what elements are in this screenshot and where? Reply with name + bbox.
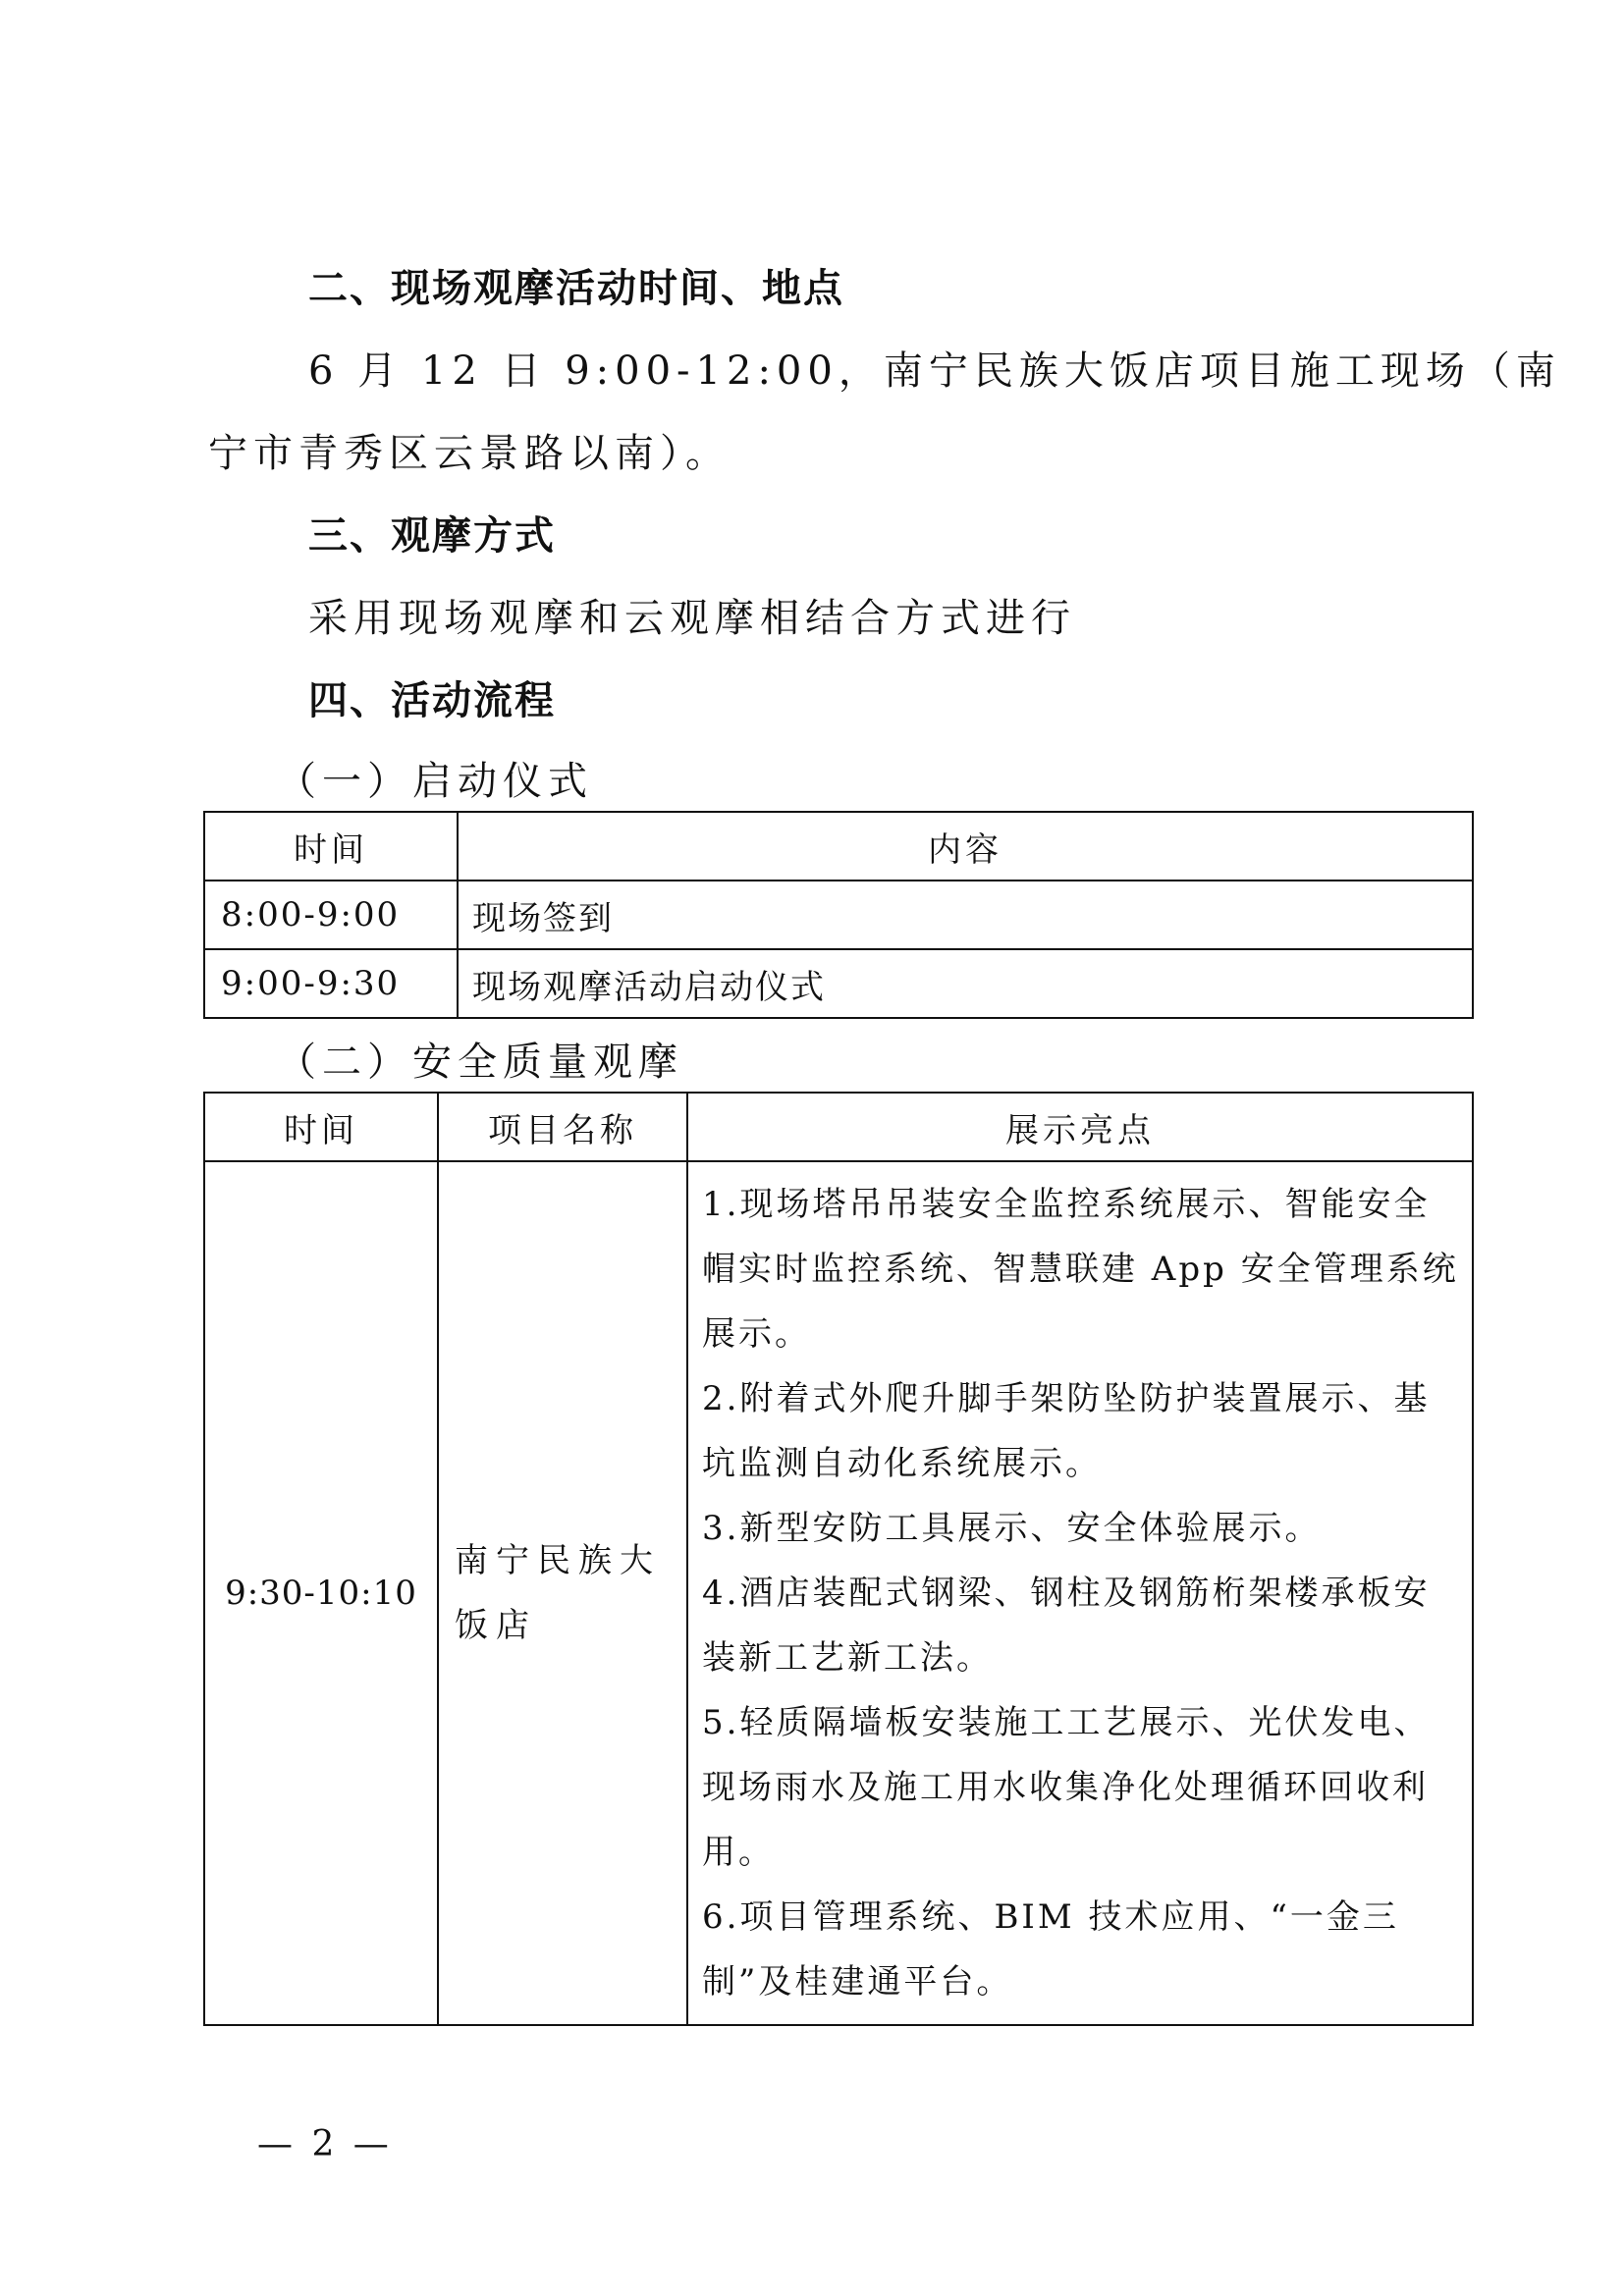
highlight-item: 3.新型安防工具展示、安全体验展示。 [702, 1509, 1322, 1548]
header-time: 时间 [204, 1093, 438, 1161]
page-number: — 2 — [257, 2124, 393, 2164]
table1-title: （一）启动仪式 [277, 759, 593, 804]
highlight-item: 4.酒店装配式钢梁、钢柱及钢筋桁架楼承板安装新工艺新工法。 [702, 1574, 1431, 1678]
header-time: 时间 [204, 812, 458, 881]
row-content: 现场观摩活动启动仪式 [458, 949, 1473, 1018]
opening-ceremony-table [203, 811, 1474, 1019]
section-heading-method: 三、观摩方式 [308, 513, 556, 559]
time-location-line-1: 6 月 12 日 9:00-12:00，南宁民族大饭店项目施工现场（南 [308, 348, 1561, 394]
row-content: 现场签到 [458, 881, 1473, 949]
section-heading-process: 四、活动流程 [308, 678, 556, 723]
header-project-name: 项目名称 [438, 1093, 687, 1161]
highlight-item: 2.附着式外爬升脚手架防坠防护装置展示、基坑监测自动化系统展示。 [702, 1379, 1431, 1483]
highlight-item: 5.轻质隔墙板安装施工工艺展示、光伏发电、现场雨水及施工用水收集净化处理循环回收利用。 [702, 1703, 1431, 1872]
table-row [204, 1161, 1473, 2025]
safety-quality-table [203, 1092, 1474, 2026]
row-project-name: 南宁民族大饭店 [438, 1161, 687, 2025]
table-row [204, 881, 1473, 949]
table-header-row [204, 812, 1473, 881]
table-header-row [204, 1093, 1473, 1161]
highlight-item: 1.现场塔吊吊装安全监控系统展示、智能安全帽实时监控系统、智慧联建 App 安全管理系统展示。 [702, 1185, 1459, 1354]
highlight-item: 6.项目管理系统、BIM 技术应用、“一金三制”及桂建通平台。 [702, 1897, 1399, 2002]
method-text: 采用现场观摩和云观摩相结合方式进行 [308, 596, 1076, 641]
section-heading-time-location: 二、现场观摩活动时间、地点 [308, 266, 844, 311]
header-content: 内容 [458, 812, 1473, 881]
time-location-line-2: 宁市青秀区云景路以南）。 [208, 431, 731, 476]
row-time: 8:00-9:00 [204, 881, 458, 949]
row-highlights [687, 1161, 1473, 2025]
table-row [204, 949, 1473, 1018]
row-time: 9:00-9:30 [204, 949, 458, 1018]
header-highlights: 展示亮点 [687, 1093, 1473, 1161]
row-time: 9:30-10:10 [204, 1161, 438, 2025]
table2-title: （二）安全质量观摩 [277, 1040, 683, 1085]
